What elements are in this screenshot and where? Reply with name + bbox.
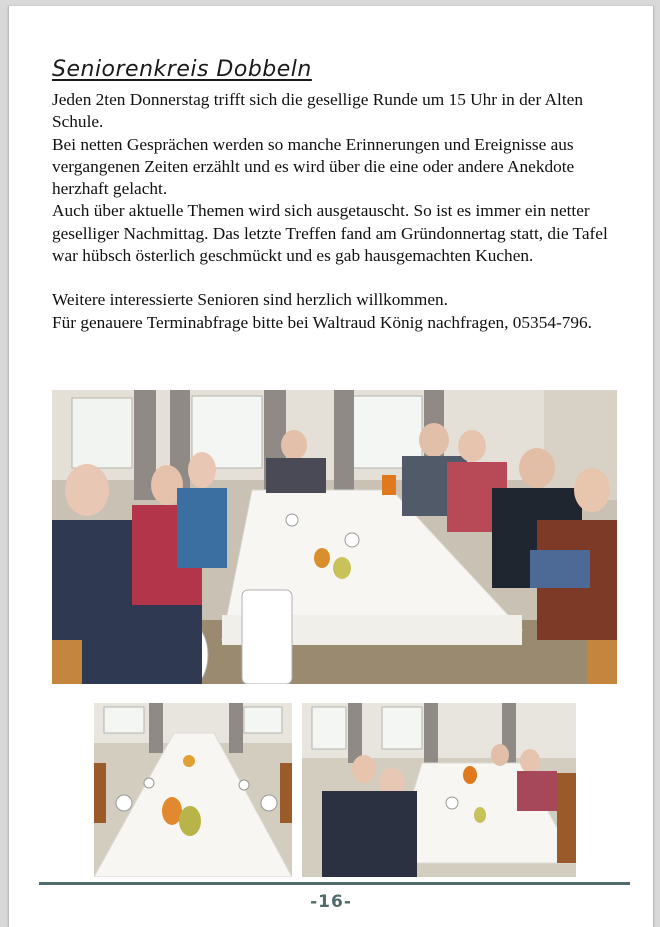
paragraph: Auch über aktuelle Themen wird sich ausgetauscht. So ist es immer ein netter geselliger Nachmittag. Das letzte Treffen fand am Gründonnertag statt, die Tafel war hübsch österlich geschmückt und es gab hausgemachten Kuchen. [52,201,608,266]
article-title: Seniorenkreis Dobbeln [52,57,312,82]
contact-text: Für genauere Terminabfrage bitte bei Waltraud König nachfragen, 05354-796. [52,312,592,332]
paragraph: Jeden 2ten Donnerstag trifft sich die gesellige Runde um 15 Uhr in der Alten Schule. [52,90,583,132]
document-page [8,6,654,927]
footer-rule [39,882,630,885]
group-photo [52,390,617,684]
table-decoration-photo [94,703,292,877]
article-body [52,89,627,334]
invitation-text: Weitere interessierte Senioren sind herzlich willkommen. [52,290,448,310]
paragraph: Bei netten Gesprächen werden so manche Erinnerungen und Ereignisse aus vergangenen Zeiten erzählt und es wird über die eine oder andere Anekdote herzhaft gelacht. [52,134,575,199]
group-photo [302,703,576,877]
page-number: -16- [310,892,352,912]
